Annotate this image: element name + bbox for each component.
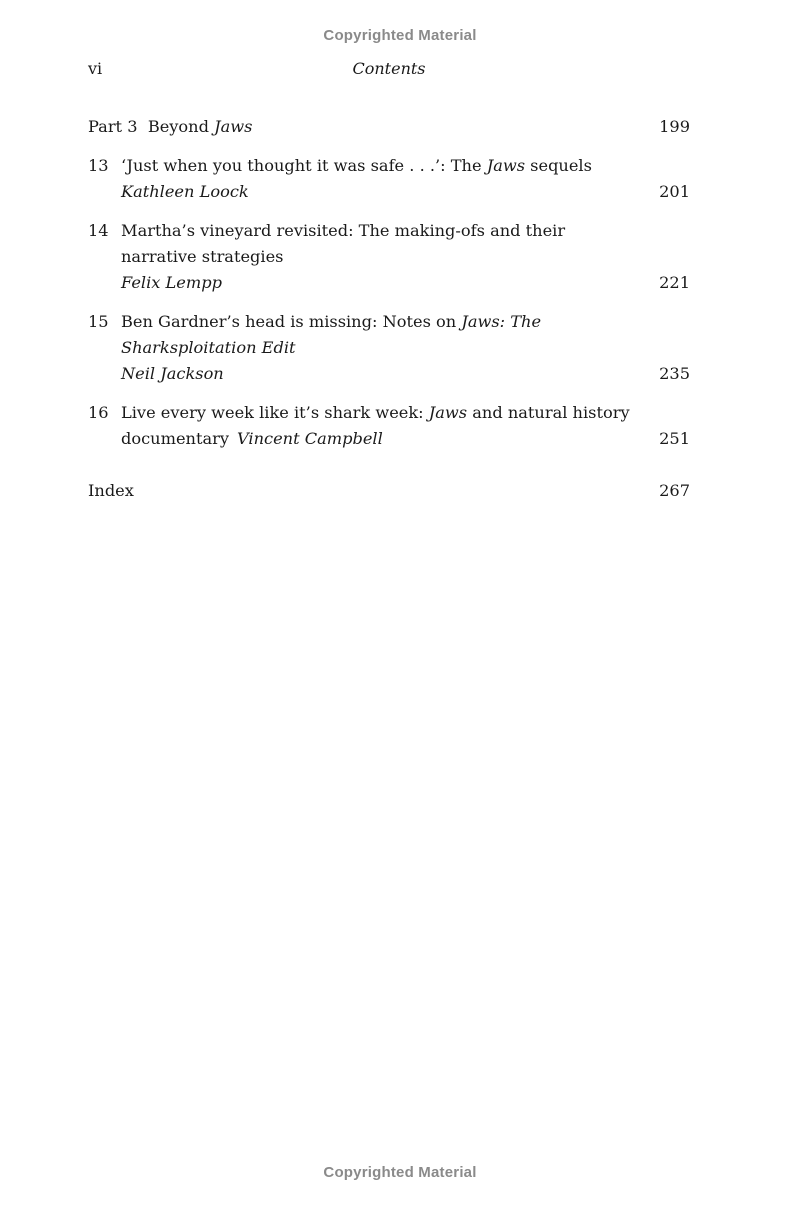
- chapter-page-number: 221: [659, 273, 690, 292]
- part-label: Part 3: [88, 117, 138, 136]
- part-title-italic: Jaws: [214, 117, 253, 136]
- chapter-title: Martha’s vineyard revisited: The making-ofs and their narrative strategies: [121, 221, 566, 266]
- chapter-title-italic: Jaws: [486, 156, 526, 175]
- page-folio: vi: [88, 59, 103, 78]
- chapter-page-number: 201: [659, 182, 690, 201]
- chapter-author: Neil Jackson: [121, 364, 224, 383]
- toc-index-entry[interactable]: [88, 478, 690, 504]
- chapter-title-italic: Jaws: The Sharksploitation Edit: [121, 312, 542, 357]
- toc-chapter-entry[interactable]: [88, 218, 690, 296]
- part-title-prefix: Beyond: [147, 117, 215, 136]
- chapter-number: 16: [88, 403, 109, 422]
- chapter-page-number: 251: [659, 429, 690, 448]
- index-page-number: 267: [659, 481, 690, 500]
- running-head-title: Contents: [352, 59, 426, 78]
- chapter-title: ‘Just when you thought it was safe . . .’: The: [121, 156, 487, 175]
- watermark-top: Copyrighted Material: [323, 27, 477, 44]
- toc-chapter-entry[interactable]: [88, 153, 690, 205]
- chapter-page-number: 235: [659, 364, 690, 383]
- chapter-title: Ben Gardner’s head is missing: Notes on: [121, 312, 462, 331]
- watermark-bottom: Copyrighted Material: [323, 1164, 477, 1181]
- index-label: Index: [88, 481, 134, 500]
- chapter-title-end: sequels: [525, 156, 592, 175]
- running-head: [88, 59, 690, 81]
- chapter-number: 14: [88, 221, 109, 240]
- toc-chapter-entry[interactable]: [88, 309, 690, 387]
- toc-part-entry[interactable]: [88, 114, 690, 140]
- chapter-author: Kathleen Loock: [121, 182, 249, 201]
- part-page-number: 199: [659, 117, 690, 136]
- chapter-title-italic: Jaws: [428, 403, 468, 422]
- chapter-title: Live every week like it’s shark week:: [121, 403, 429, 422]
- chapter-number: 13: [88, 156, 109, 175]
- chapter-author: Vincent Campbell: [237, 429, 383, 448]
- chapter-author: Felix Lempp: [121, 273, 222, 292]
- toc-chapter-entry[interactable]: [88, 400, 690, 452]
- chapter-title-end: and natural history documentary: [121, 403, 630, 448]
- table-of-contents: [88, 114, 690, 504]
- chapter-number: 15: [88, 312, 109, 331]
